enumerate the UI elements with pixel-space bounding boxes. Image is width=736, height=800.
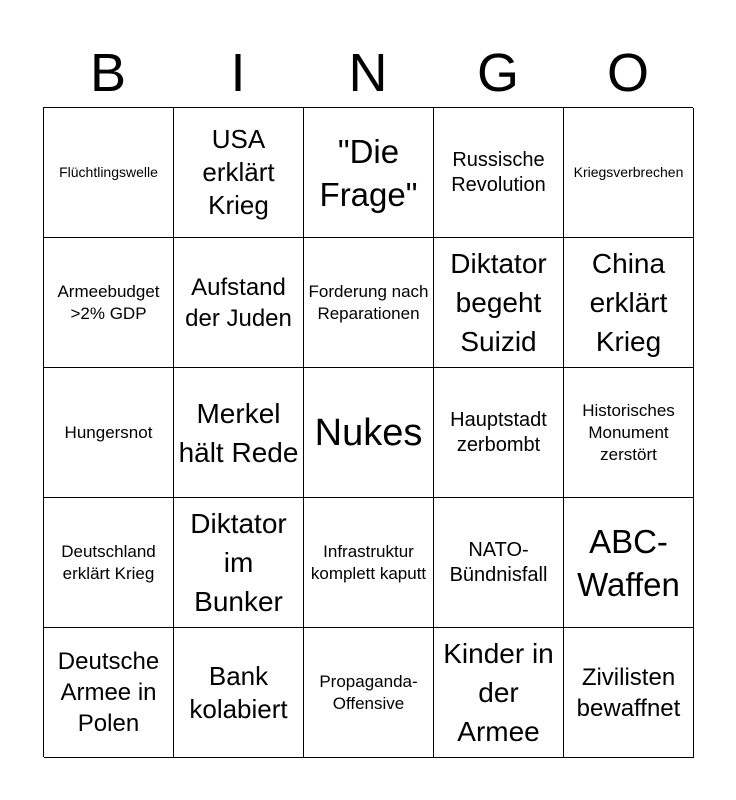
bingo-cell[interactable] <box>174 628 304 758</box>
bingo-cell[interactable] <box>174 498 304 628</box>
cell-text: Deutschland erklärt Krieg <box>61 541 156 583</box>
bingo-cell[interactable] <box>434 628 564 758</box>
cell-text: Russische Revolution <box>451 148 546 196</box>
cell-text: Flüchtlingswelle <box>59 164 158 180</box>
cell-text: Aufstand der Juden <box>185 273 292 332</box>
bingo-cell[interactable] <box>44 108 174 238</box>
cell-text: ABC-Waffen <box>577 522 680 603</box>
header-letter-o: O <box>606 43 649 103</box>
cell-text: Nukes <box>314 411 423 454</box>
header-letter-n: N <box>348 43 388 103</box>
cell-text: China erklärt Krieg <box>589 248 668 357</box>
cell-text: USA erklärt Krieg <box>202 124 275 220</box>
bingo-cell[interactable] <box>44 238 174 368</box>
cell-text: Merkel hält Rede <box>178 397 299 468</box>
bingo-cell[interactable] <box>44 628 174 758</box>
bingo-cell[interactable] <box>434 498 564 628</box>
bingo-cell[interactable] <box>564 498 694 628</box>
bingo-cell[interactable] <box>434 238 564 368</box>
cell-text: Bank kolabiert <box>189 660 288 724</box>
bingo-cell[interactable] <box>174 368 304 498</box>
cell-text: NATO-Bündnisfall <box>449 538 548 586</box>
cell-text: Hauptstadt zerbombt <box>450 408 547 456</box>
bingo-cell[interactable] <box>304 238 434 368</box>
bingo-cell[interactable] <box>44 498 174 628</box>
bingo-cell[interactable] <box>304 628 434 758</box>
bingo-cell[interactable] <box>564 368 694 498</box>
bingo-cell[interactable] <box>304 368 434 498</box>
cell-text: Diktator im Bunker <box>190 508 287 617</box>
cell-text: Propaganda-Offensive <box>319 671 418 713</box>
bingo-cell[interactable] <box>434 368 564 498</box>
cell-text: Kriegsverbrechen <box>573 164 684 180</box>
bingo-cell[interactable] <box>564 628 694 758</box>
cell-text: Infrastruktur komplett kaputt <box>310 541 427 583</box>
cell-text: Deutsche Armee in Polen <box>57 648 160 737</box>
header-letter-i: I <box>230 43 246 103</box>
cell-text: Historisches Monument zerstört <box>582 400 675 464</box>
bingo-cell[interactable] <box>174 108 304 238</box>
bingo-header <box>43 38 693 108</box>
bingo-cell[interactable] <box>564 108 694 238</box>
cell-text: Armeebudget >2% GDP <box>57 281 160 323</box>
cell-text: "Die Frage" <box>319 132 418 213</box>
cell-text: Diktator begeht Suizid <box>450 248 547 357</box>
bingo-cell[interactable] <box>44 368 174 498</box>
cell-text: Kinder in der Armee <box>443 638 554 747</box>
cell-text: Hungersnot <box>64 422 153 442</box>
bingo-cell[interactable] <box>434 108 564 238</box>
bingo-cell[interactable] <box>174 238 304 368</box>
bingo-cell[interactable] <box>304 108 434 238</box>
cell-text: Zivilisten bewaffnet <box>576 663 681 722</box>
bingo-cell[interactable] <box>304 498 434 628</box>
bingo-cell[interactable] <box>564 238 694 368</box>
cell-text: Forderung nach Reparationen <box>308 281 429 323</box>
bingo-board <box>43 107 693 757</box>
header-letter-g: G <box>476 43 519 103</box>
header-letter-b: B <box>89 43 127 103</box>
